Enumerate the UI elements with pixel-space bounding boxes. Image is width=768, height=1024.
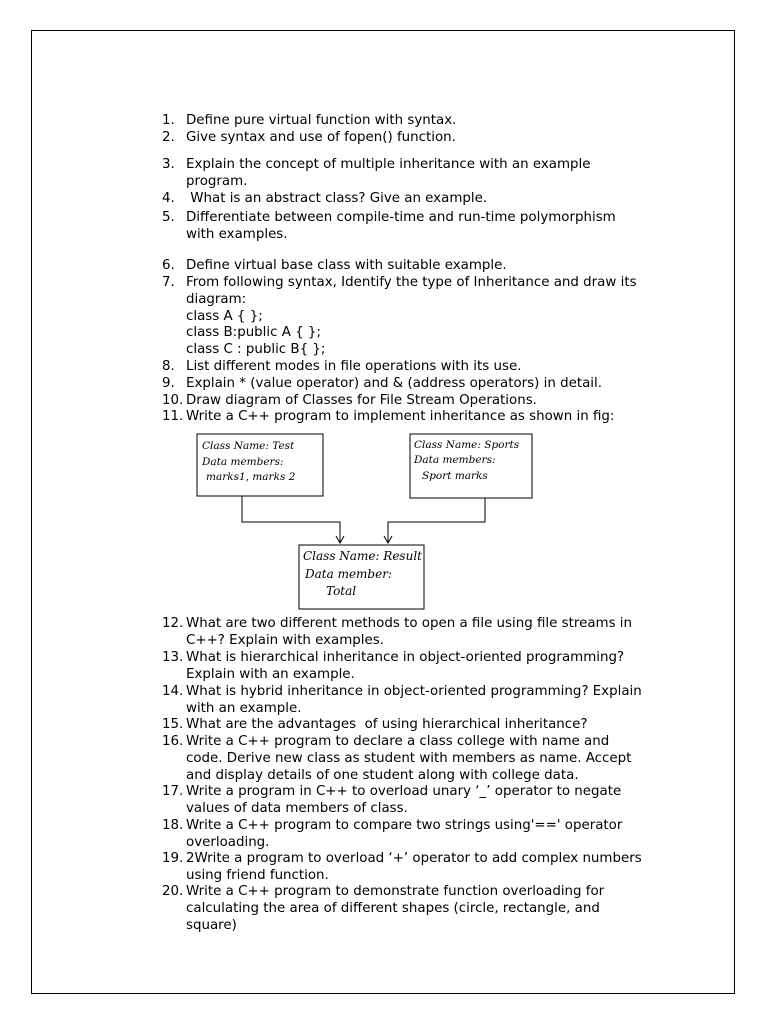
question-line: class C : public B{ }; <box>186 342 326 358</box>
question-line: Explain the concept of multiple inheritance with an example <box>186 157 591 172</box>
question-number: 9. <box>162 376 175 391</box>
question-text <box>186 784 621 818</box>
question-text <box>186 113 456 130</box>
question-line: code. Derive new class as student with members as name. Accept <box>186 750 632 766</box>
question-number: 1. <box>162 113 175 128</box>
question-text <box>186 616 632 650</box>
question-line: What are two different methods to open a file using file streams in <box>186 616 633 631</box>
test-class-box <box>197 434 323 496</box>
inheritance-diagram <box>190 430 550 620</box>
question-number: 7. <box>162 275 175 290</box>
question-text <box>186 650 624 684</box>
question-line: class A { }; <box>186 308 263 324</box>
question-text <box>186 717 587 734</box>
question-line: with examples. <box>186 226 288 242</box>
question-line: using friend function. <box>186 867 329 883</box>
question-line: program. <box>186 173 248 189</box>
question-line: with an example. <box>186 700 302 716</box>
question-line: What is hierarchical inheritance in object-oriented programming? <box>186 650 625 665</box>
question-text <box>186 684 642 718</box>
sports-class-box <box>410 434 532 498</box>
question-number: 11. <box>162 409 184 424</box>
question-text <box>186 130 456 147</box>
question-line: Define virtual base class with suitable example. <box>186 258 507 273</box>
sports-box-members-label: Data members: <box>414 454 496 466</box>
question-text <box>186 884 604 934</box>
sports-box-members: Sport marks <box>422 470 488 482</box>
question-number: 8. <box>162 359 175 374</box>
sports-box-title: Class Name: Sports <box>414 439 520 451</box>
question-line: Write a C++ program to implement inheritance as shown in fig: <box>186 409 615 424</box>
question-text <box>186 851 642 885</box>
question-line: square) <box>186 917 237 933</box>
question-line: Give syntax and use of fopen() function. <box>186 130 456 145</box>
question-line: class B:public A { }; <box>186 325 321 341</box>
question-line: Differentiate between compile-time and run-time polymorphism <box>186 210 616 225</box>
question-number: 12. <box>162 616 184 631</box>
question-text <box>186 818 622 852</box>
question-line: Explain with an example. <box>186 666 355 682</box>
question-line: C++? Explain with examples. <box>186 632 384 648</box>
question-line: What is hybrid inheritance in object-oriented programming? Explain <box>186 684 642 699</box>
question-line: values of data members of class. <box>186 800 408 816</box>
question-number: 20. <box>162 884 184 899</box>
question-line: calculating the area of different shapes (circle, rectangle, and <box>186 900 600 916</box>
question-line: Write a C++ program to declare a class college with name and <box>186 734 610 749</box>
question-text <box>186 258 507 275</box>
question-text <box>186 734 631 784</box>
result-class-box <box>299 545 424 609</box>
question-number: 6. <box>162 258 175 273</box>
question-line: Write a C++ program to compare two strings using'==' operator <box>186 818 623 833</box>
test-box-members: marks1, marks 2 <box>206 471 296 483</box>
result-box-title: Class Name: Result <box>303 549 422 563</box>
question-line: From following syntax, Identify the type of Inheritance and draw its <box>186 275 637 290</box>
question-text <box>186 157 590 191</box>
question-number: 16. <box>162 734 184 749</box>
question-number: 14. <box>162 684 184 699</box>
question-number: 13. <box>162 650 184 665</box>
question-text <box>186 393 537 410</box>
question-line: and display details of one student along with college data. <box>186 767 579 783</box>
inheritance-arrows <box>242 496 485 543</box>
question-text <box>186 275 637 359</box>
question-number: 18. <box>162 818 184 833</box>
test-box-members-label: Data members: <box>202 456 284 468</box>
question-number: 4. <box>162 191 175 206</box>
question-number: 10. <box>162 393 184 408</box>
question-line: Draw diagram of Classes for File Stream Operations. <box>186 393 537 408</box>
result-box-members-label: Data member: <box>305 567 392 581</box>
question-text <box>186 359 521 376</box>
question-number: 3. <box>162 157 175 172</box>
question-number: 5. <box>162 210 175 225</box>
question-line: Write a C++ program to demonstrate function overloading for <box>186 884 605 899</box>
question-line: Explain * (value operator) and & (address operators) in detail. <box>186 376 602 391</box>
question-text <box>186 191 487 208</box>
test-box-title: Class Name: Test <box>202 440 295 452</box>
question-line: Define pure virtual function with syntax. <box>186 113 457 128</box>
question-number: 17. <box>162 784 184 799</box>
result-box-members: Total <box>326 584 357 598</box>
question-number: 19. <box>162 851 184 866</box>
question-line: diagram: <box>186 291 247 307</box>
question-line: What is an abstract class? Give an example. <box>186 191 488 206</box>
question-text <box>186 210 616 244</box>
question-number: 15. <box>162 717 184 732</box>
question-number: 2. <box>162 130 175 145</box>
question-line: 2Write a program to overload ‘+’ operator to add complex numbers <box>186 851 642 866</box>
question-text <box>186 409 614 426</box>
question-line: Write a program in C++ to overload unary ‘_’ operator to negate <box>186 784 622 799</box>
question-line: overloading. <box>186 834 270 850</box>
question-text <box>186 376 602 393</box>
question-line: List different modes in file operations with its use. <box>186 359 522 374</box>
question-line: What are the advantages of using hierarchical inheritance? <box>186 717 588 732</box>
